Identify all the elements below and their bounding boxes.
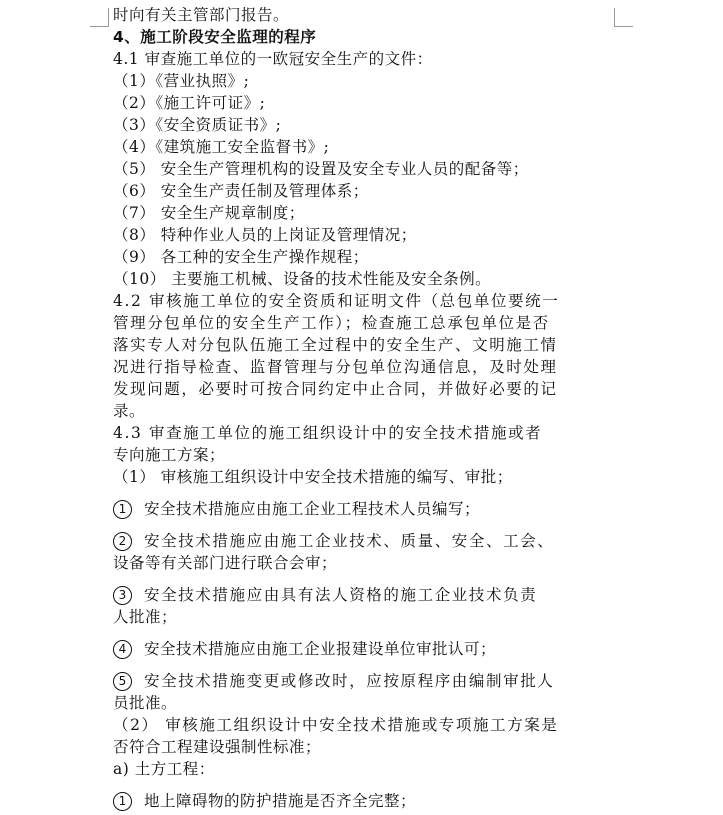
- list-item: （5） 安全生产管理机构的设置及安全专业人员的配备等；: [113, 160, 529, 178]
- text-line: 落实专人对分包队伍施工全过程中的安全生产、文明施工情: [113, 336, 558, 354]
- list-item: （10） 主要施工机械、设备的技术性能及安全条例。: [113, 270, 492, 288]
- circled-number-marker: 2: [113, 532, 132, 551]
- text-line: 4.3 审查施工单位的施工组织设计中的安全技术措施或者: [113, 424, 543, 442]
- list-item-text: 安全技术措施应由具有法人资格的施工企业技术负责: [144, 586, 538, 604]
- circled-number-marker: 5: [113, 672, 132, 691]
- text-line: 员批准。: [113, 694, 178, 712]
- list-item-text: 安全技术措施应由施工企业技术、质量、安全、工会、: [144, 532, 555, 550]
- text-line: 否符合工程建设强制性标准；: [113, 738, 322, 756]
- text-line: 4.1 审查施工单位的一欧冠安全生产的文件：: [113, 50, 433, 68]
- circled-list-item: [113, 790, 613, 812]
- circled-list-item: [113, 638, 613, 660]
- list-item: （1） 审核施工组织设计中安全技术措施的编写、审批；: [113, 468, 513, 486]
- list-item: （9） 各工种的安全生产操作规程；: [113, 248, 369, 266]
- circled-list-item: [113, 530, 613, 552]
- circled-list-item: [113, 670, 613, 692]
- circled-list-item: [113, 498, 613, 520]
- list-item: （2）《施工许可证》;: [113, 94, 266, 112]
- text-line: 时向有关主管部门报告。: [113, 6, 290, 24]
- text-line: 4.2 审核施工单位的安全资质和证明文件（总包单位要统一: [113, 292, 560, 310]
- text-line: 设备等有关部门进行联合会审；: [113, 554, 338, 572]
- text-line: 专向施工方案；: [113, 446, 226, 464]
- text-line: 人批准；: [113, 608, 178, 626]
- document-body: [113, 4, 613, 812]
- list-item: （4）《建筑施工安全监督书》;: [113, 138, 330, 156]
- circled-number-marker: 3: [113, 586, 132, 605]
- text-line: 管理分包单位的安全生产工作）；检查施工总承包单位是否: [113, 314, 550, 332]
- circled-list-item: [113, 584, 613, 606]
- list-item-text: 安全技术措施变更或修改时，应按原程序由编制审批人: [144, 672, 555, 690]
- crop-mark-top-left: [90, 8, 109, 27]
- list-item: （7） 安全生产规章制度；: [113, 204, 305, 222]
- list-item: （1）《营业执照》;: [113, 72, 250, 90]
- crop-mark-top-right: [614, 8, 633, 27]
- list-item-text: 安全技术措施应由施工企业工程技术人员编写；: [144, 500, 481, 518]
- circled-number-marker: 4: [113, 640, 132, 659]
- list-item: a) 土方工程：: [113, 760, 215, 778]
- list-item: （3）《安全资质证书》;: [113, 116, 282, 134]
- list-item: （6） 安全生产责任制及管理体系；: [113, 182, 369, 200]
- list-item: （8） 特种作业人员的上岗证及管理情况；: [113, 226, 417, 244]
- text-line: 况进行指导检查、监督管理与分包单位沟通信息，及时处理: [113, 358, 558, 376]
- circled-number-marker: 1: [113, 500, 132, 519]
- text-line: 录。: [113, 402, 146, 420]
- text-line: 发现问题，必要时可按合同约定中止合同，并做好必要的记: [113, 380, 558, 398]
- section-heading: 4、施工阶段安全监理的程序: [113, 28, 317, 46]
- circled-number-marker: 1: [113, 792, 132, 811]
- list-item-text: 地上障碍物的防护措施是否齐全完整；: [144, 792, 417, 810]
- list-item-text: 安全技术措施应由施工企业报建设单位审批认可；: [144, 640, 497, 658]
- list-item: （2） 审核施工组织设计中安全技术措施或专项施工方案是: [113, 716, 559, 734]
